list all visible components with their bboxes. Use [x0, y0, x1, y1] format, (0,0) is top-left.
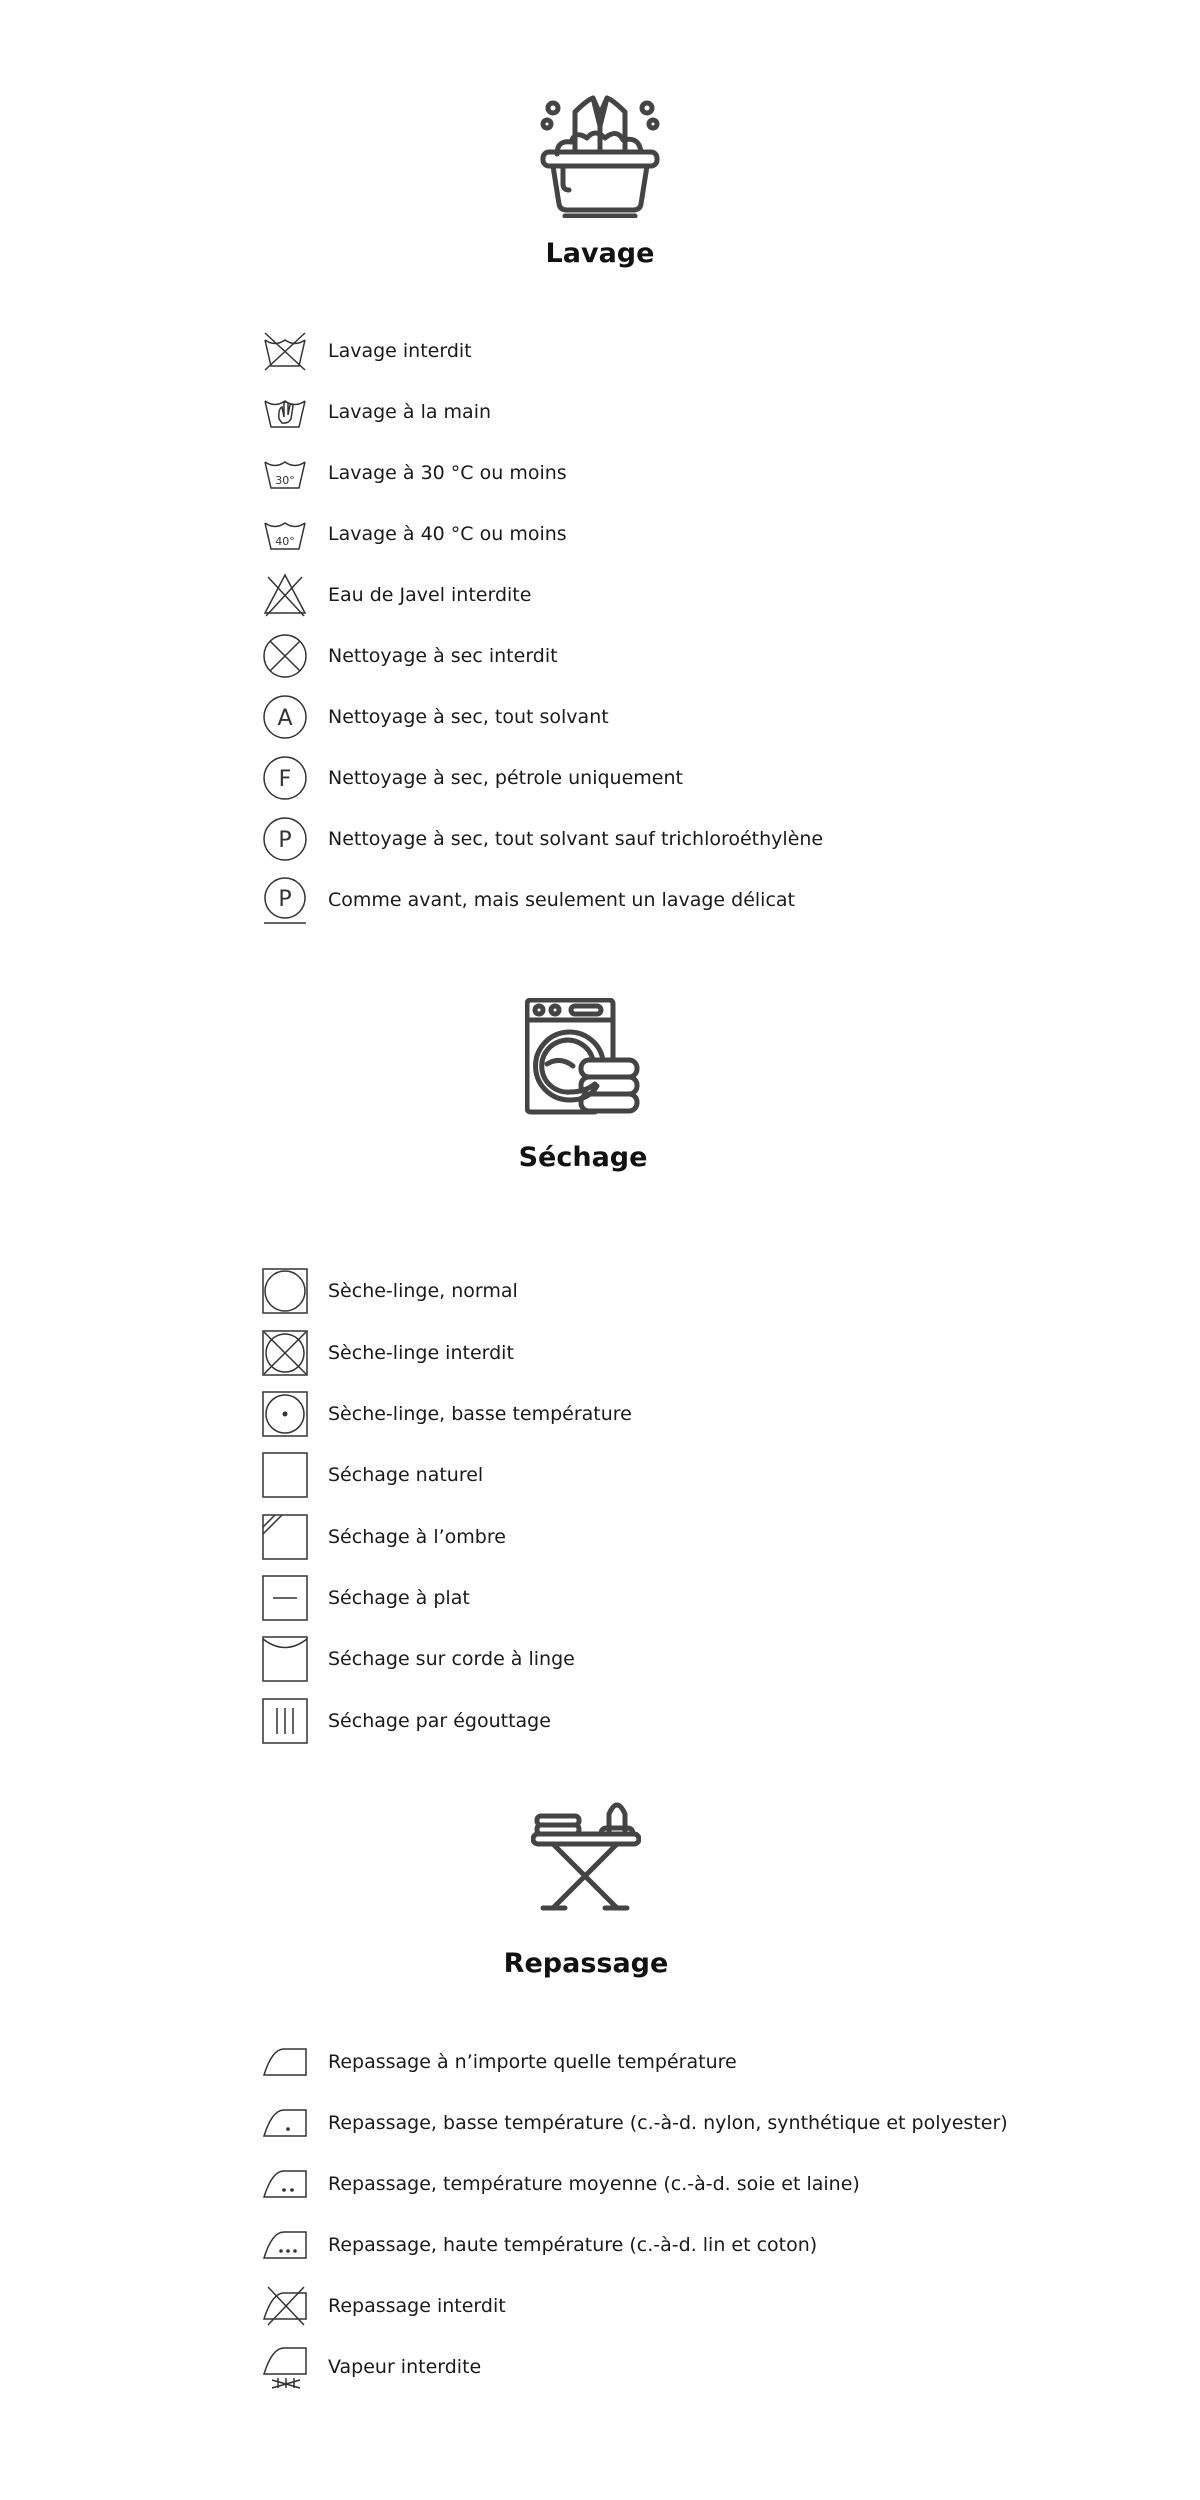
care-item-label: Lavage à la main [328, 401, 492, 423]
care-item-iron-low [262, 2100, 1008, 2146]
steam-forbidden-icon [262, 2344, 308, 2390]
care-item-label: Sèche-linge, basse température [328, 1403, 632, 1425]
care-item-dry-clean-forbidden [262, 633, 558, 679]
shade-dry-icon [262, 1514, 308, 1560]
iron-forbidden-icon [262, 2283, 308, 2329]
tumble-dry-low-icon [262, 1391, 308, 1437]
care-item-iron-medium [262, 2161, 860, 2207]
dry-clean-p-icon [262, 816, 308, 862]
care-item-iron-forbidden [262, 2283, 506, 2329]
dry-clean-a-icon [262, 694, 308, 740]
care-item-label: Eau de Javel interdite [328, 584, 532, 606]
care-item-drip-dry [262, 1698, 551, 1744]
care-item-label: Nettoyage à sec interdit [328, 645, 558, 667]
iron-medium-icon [262, 2161, 308, 2207]
sechage-header [0, 998, 1183, 1118]
care-item-label: Lavage à 40 °C ou moins [328, 523, 567, 545]
care-item-wash-30 [262, 450, 567, 496]
care-item-iron-any-temp [262, 2039, 737, 2085]
line-dry-icon [262, 1636, 308, 1682]
svg-text:40°: 40° [275, 535, 295, 548]
care-item-line-dry [262, 1636, 575, 1682]
care-item-wash-40 [262, 511, 567, 557]
washing-basin-icon [535, 92, 665, 218]
sechage-title: Séchage [518, 1142, 648, 1173]
care-item-label: Nettoyage à sec, pétrole uniquement [328, 767, 683, 789]
svg-text:30°: 30° [275, 474, 295, 487]
washing-machine-icon [525, 998, 641, 1118]
tumble-dry-forbidden-icon [262, 1330, 308, 1376]
ironing-board-icon [531, 1794, 641, 1914]
svg-text:F: F [278, 767, 292, 792]
svg-text:P: P [278, 828, 292, 853]
care-item-label: Séchage à l’ombre [328, 1526, 506, 1548]
lavage-header [0, 92, 1200, 218]
care-item-tumble-dry-forbidden [262, 1330, 514, 1376]
care-item-flat-dry [262, 1575, 470, 1621]
care-item-label: Séchage sur corde à linge [328, 1648, 575, 1670]
hand-wash-icon [262, 389, 308, 435]
natural-dry-icon [262, 1452, 308, 1498]
care-item-label: Séchage naturel [328, 1464, 484, 1486]
care-item-dry-clean-f [262, 755, 683, 801]
care-item-label: Vapeur interdite [328, 2356, 482, 2378]
care-item-label: Séchage à plat [328, 1587, 470, 1609]
drip-dry-icon [262, 1698, 308, 1744]
care-item-bleach-forbidden [262, 572, 531, 618]
care-item-label: Sèche-linge, normal [328, 1280, 518, 1302]
care-item-dry-clean-a [262, 694, 609, 740]
care-item-label: Repassage, température moyenne (c.-à-d. soie et laine) [328, 2173, 860, 2195]
svg-text:P: P [278, 887, 292, 912]
care-item-dry-clean-p [262, 816, 823, 862]
wash-forbidden-icon [262, 328, 308, 374]
care-item-label: Nettoyage à sec, tout solvant sauf trichloroéthylène [328, 828, 824, 850]
wash-40-icon [262, 511, 308, 557]
care-item-label: Lavage interdit [328, 340, 472, 362]
care-item-natural-dry [262, 1452, 483, 1498]
care-item-iron-high [262, 2222, 817, 2268]
dry-clean-p-gentle-icon [262, 877, 308, 923]
flat-dry-icon [262, 1575, 308, 1621]
repassage-title: Repassage [503, 1948, 669, 1979]
care-item-hand-wash [262, 389, 491, 435]
care-item-steam-forbidden [262, 2344, 481, 2390]
iron-any-temp-icon [262, 2039, 308, 2085]
care-item-wash-forbidden [262, 328, 472, 374]
wash-30-icon [262, 450, 308, 496]
care-item-shade-dry [262, 1514, 506, 1560]
repassage-header [0, 1794, 1186, 1914]
iron-high-icon [262, 2222, 308, 2268]
care-item-tumble-dry-low [262, 1391, 632, 1437]
lavage-title: Lavage [545, 238, 655, 269]
care-item-label: Lavage à 30 °C ou moins [328, 462, 567, 484]
care-item-tumble-dry-normal [262, 1268, 518, 1314]
care-item-label: Repassage interdit [328, 2295, 506, 2317]
care-item-label: Nettoyage à sec, tout solvant [328, 706, 609, 728]
dry-clean-forbidden-icon [262, 633, 308, 679]
tumble-dry-normal-icon [262, 1268, 308, 1314]
care-item-dry-clean-p-gentle [262, 877, 795, 923]
care-item-label: Sèche-linge interdit [328, 1342, 514, 1364]
care-item-label: Comme avant, mais seulement un lavage délicat [328, 889, 796, 911]
care-item-label: Repassage à n’importe quelle température [328, 2051, 737, 2073]
care-item-label: Repassage, haute température (c.-à-d. lin et coton) [328, 2234, 818, 2256]
care-item-label: Séchage par égouttage [328, 1710, 551, 1732]
care-item-label: Repassage, basse température (c.-à-d. nylon, synthétique et polyester) [328, 2112, 1008, 2134]
svg-text:A: A [277, 706, 293, 731]
iron-low-icon [262, 2100, 308, 2146]
dry-clean-f-icon [262, 755, 308, 801]
bleach-forbidden-icon [262, 572, 308, 618]
